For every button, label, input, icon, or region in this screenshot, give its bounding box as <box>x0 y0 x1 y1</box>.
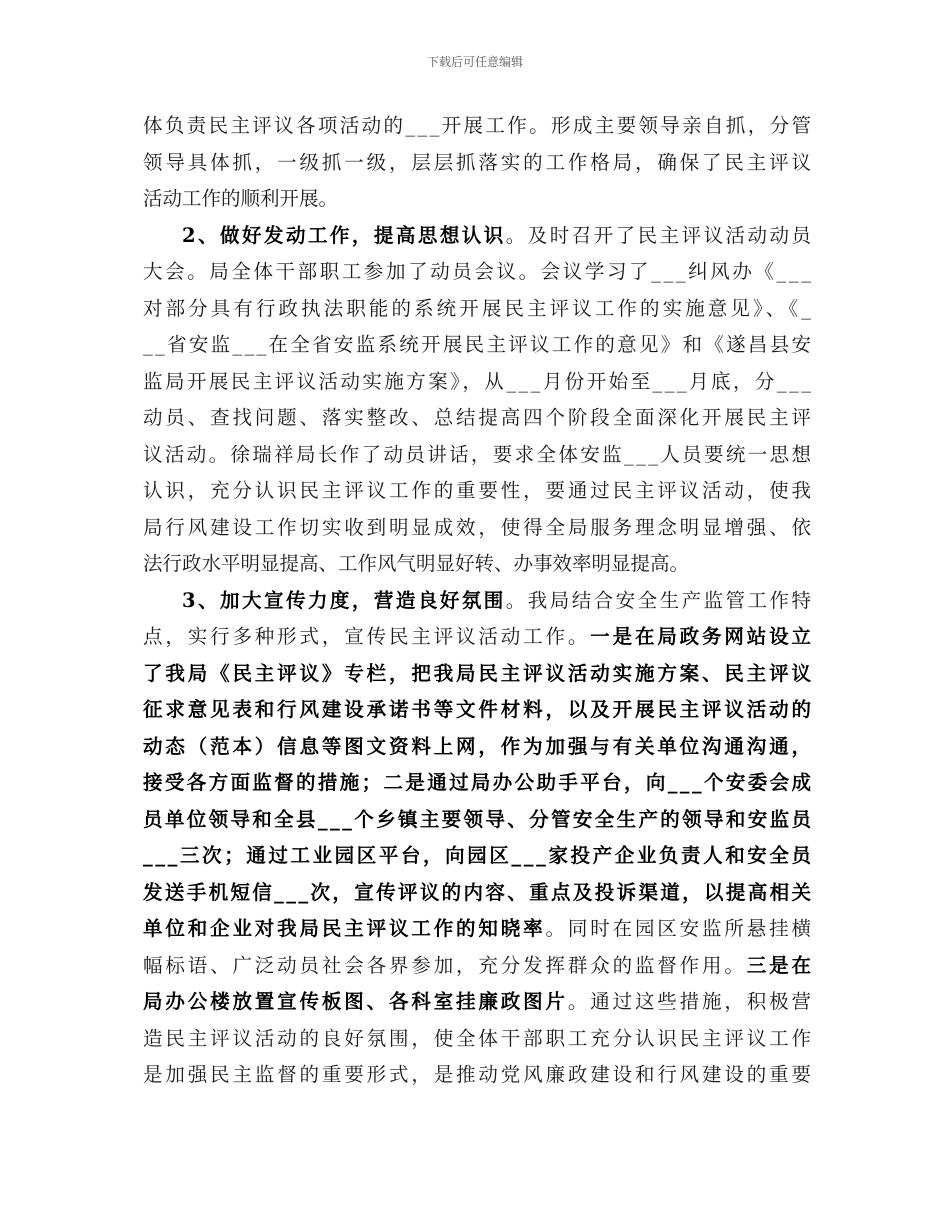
bold-text-line <box>143 656 814 693</box>
text-line <box>143 291 815 328</box>
text-run: 幅标语、广泛动员社会各界参加，充分发挥群众的监督作用。 <box>143 953 747 977</box>
bold-text-run: 三是在 <box>746 953 814 977</box>
text-run: 活动工作的顺利开展。 <box>143 187 339 210</box>
text-line <box>143 1021 814 1058</box>
bold-text-run: 了我局《民主评议》专栏，把我局民主评议活动实施方案、民主评议 <box>143 661 814 685</box>
text-run: 动员、查找问题、落实整改、总结提高四个阶段全面深化开展民主评 <box>143 406 814 429</box>
text-line <box>143 1057 814 1094</box>
text-run: 监局开展民主评议活动实施方案》，从___月份开始至___月底，分___ <box>143 369 814 393</box>
bold-text-line <box>143 729 814 766</box>
text-run: 体负责民主评议各项活动的___开展工作。形成主要领导亲自抓，分管 <box>143 114 814 137</box>
text-run: 对部分具有行政执法职能的系统开展民主评议工作的实施意见》、《_ <box>143 296 815 320</box>
bold-text-run: 一是在局政务网站设立 <box>590 625 814 648</box>
bold-text-line <box>143 692 814 729</box>
bold-text-run: 员单位领导和全县___个乡镇主要领导、分管安全生产的领导和安监员 <box>143 807 814 831</box>
bold-text-line <box>143 875 814 912</box>
text-run: 是加强民主监督的重要形式，是推动党风廉政建设和行风建设的重要 <box>143 1063 814 1086</box>
text-line <box>143 181 811 218</box>
section-heading-line <box>143 583 814 620</box>
text-run: 大会。局全体干部职工参加了动员会议。会议学习了___纠风办《___ <box>143 260 814 283</box>
text-run: 局行风建设工作切实收到明显成效，使得全局服务理念明显增强、依 <box>143 515 814 539</box>
section-heading: 2、做好发动工作，提高思想认识 <box>182 223 506 247</box>
text-line <box>143 473 814 510</box>
text-line <box>143 145 814 182</box>
bold-text-run: 单位和企业对我局民主评议工作的知晓率 <box>143 917 546 940</box>
text-run: 点，实行多种形式，宣传民主评议活动工作。 <box>143 625 591 648</box>
text-line <box>143 364 814 401</box>
section-heading: 3、加大宣传力度，营造良好氛围 <box>182 588 506 612</box>
text-line <box>143 510 814 547</box>
text-run: 。及时召开了民主评议活动动员 <box>505 223 814 247</box>
text-line <box>143 984 814 1021</box>
text-run: __省安监___在全省安监系统开展民主评议工作的意见》和《遂昌县安 <box>143 333 814 356</box>
text-line <box>143 619 814 656</box>
text-run: 造民主评议活动的良好氛围，使全体干部职工充分认识民主评议工作 <box>143 1026 814 1050</box>
text-line <box>143 327 814 364</box>
text-run: 议活动。徐瑞祥局长作了动员讲话，要求全体安监___人员要统一思想 <box>143 442 814 466</box>
bold-text-line <box>143 765 814 802</box>
text-run: 认识，充分认识民主评议工作的重要性，要通过民主评议活动，使我 <box>143 479 814 502</box>
bold-text-run: 接受各方面监督的措施；二是通过局办公助手平台，向___个安委会成 <box>143 771 814 794</box>
bold-text-run: ___三次；通过工业园区平台，向园区___家投产企业负责人和安全员 <box>143 844 814 867</box>
document-body <box>143 108 815 1094</box>
bold-text-run: 发送手机短信___次，宣传评议的内容、重点及投诉渠道，以提高相关 <box>143 880 814 904</box>
bold-text-line <box>143 838 814 875</box>
text-line <box>143 108 814 145</box>
text-line <box>143 911 814 948</box>
text-run: 领导具体抓，一级抓一级，层层抓落实的工作格局，确保了民主评议 <box>143 150 814 174</box>
bold-text-run: 动态（范本）信息等图文资料上网，作为加强与有关单位沟通沟通， <box>143 734 814 758</box>
text-line <box>143 948 814 985</box>
text-line <box>143 400 814 437</box>
text-run: 。同时在园区安监所悬挂横 <box>545 917 814 940</box>
text-run: 法行政水平明显提高、工作风气明显好转、办事效率明显提高。 <box>143 552 690 575</box>
text-line <box>143 254 814 291</box>
bold-text-line <box>143 802 814 839</box>
text-line <box>143 437 814 474</box>
section-heading-line <box>143 218 814 255</box>
bold-text-run: 局办公楼放置宣传板图、各科室挂廉政图片 <box>143 990 568 1013</box>
text-line <box>143 546 811 583</box>
bold-text-run: 征求意见表和行风建设承诺书等文件材料，以及开展民主评议活动的 <box>143 698 814 721</box>
text-run: 。通过这些措施，积极营 <box>567 990 814 1013</box>
text-run: 。我局结合安全生产监管工作特 <box>505 588 814 612</box>
page-header: 下载后可任意编辑 <box>426 55 523 69</box>
